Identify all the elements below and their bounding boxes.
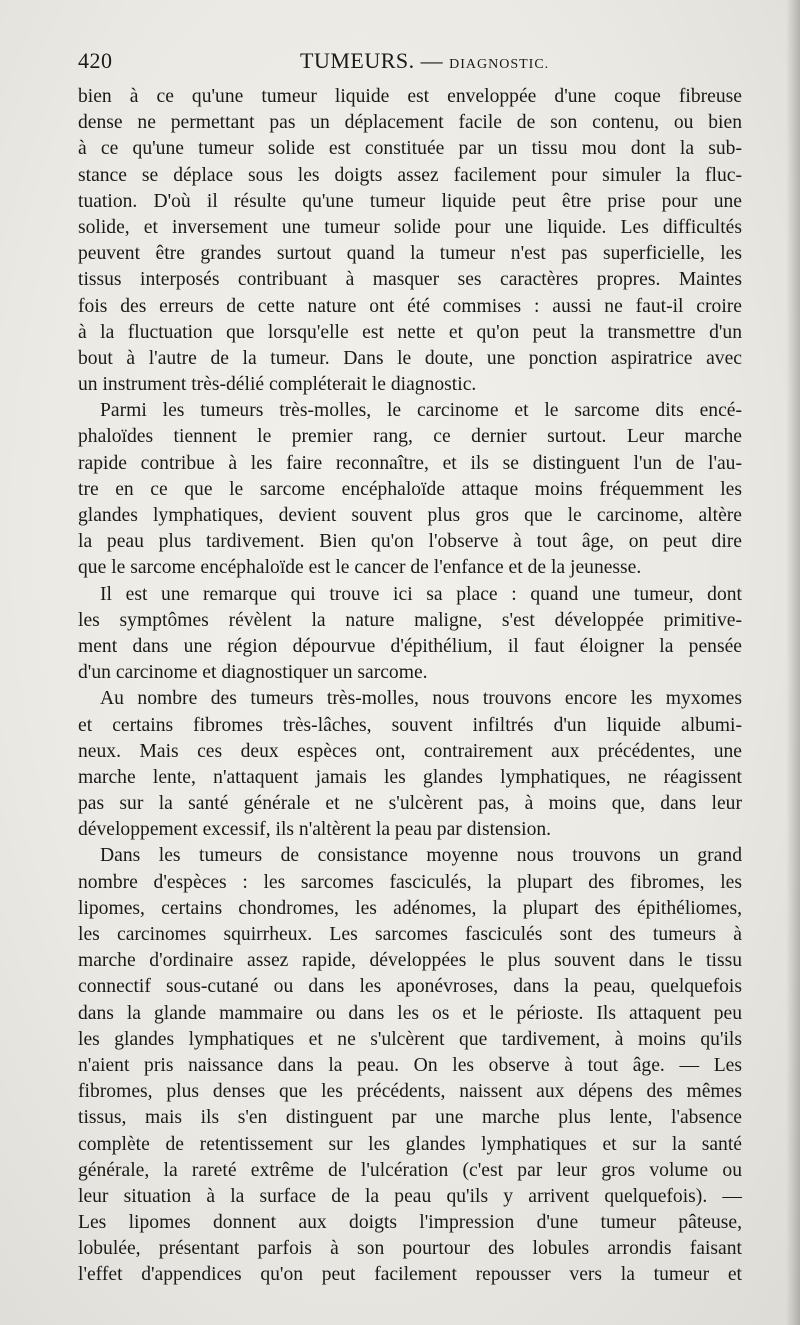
- text-line: tuation. D'où il résulte qu'une tumeur liquide peut être prise pour une: [78, 190, 742, 212]
- body-text: [78, 84, 742, 1289]
- text-line: peuvent être grandes surtout quand la tumeur n'est pas superficielle, les: [78, 243, 742, 265]
- text-line: bout à l'autre de la tumeur. Dans le doute, une ponction aspiratrice avec: [78, 347, 742, 369]
- text-line: n'aient pris naissance dans la peau. On les observe à tout âge. — Les: [78, 1054, 742, 1076]
- text-line: à ce qu'une tumeur solide est constituée par un tissu mou dont la sub-: [78, 138, 742, 160]
- text-line: connectif sous-cutané ou dans les aponévroses, dans la peau, quelquefois: [78, 976, 742, 998]
- text-line: phaloïdes tiennent le premier rang, ce dernier surtout. Leur marche: [78, 426, 742, 448]
- text-line: lobulée, présentant parfois à son pourtour des lobules arrondis faisant: [78, 1238, 742, 1260]
- page-edge-shadow: [786, 0, 800, 1325]
- text-line: neux. Mais ces deux espèces ont, contrairement aux précédentes, une: [78, 740, 742, 762]
- text-line: glandes lymphatiques, devient souvent plus gros que le carcinome, altère: [78, 505, 742, 526]
- text-line: que le sarcome encéphaloïde est le cancer de l'enfance et de la jeunesse.: [78, 557, 642, 579]
- text-line: d'un carcinome et diagnostiquer un sarcome.: [78, 662, 428, 684]
- text-line: stance se déplace sous les doigts assez facilement pour simuler la fluc-: [78, 164, 742, 186]
- text-line: les carcinomes squirrheux. Les sarcomes fasciculés sont des tumeurs à: [78, 924, 742, 945]
- text-line: et certains fibromes très-lâches, souvent infiltrés d'un liquide albumi-: [78, 714, 742, 736]
- text-line: ment dans une région dépourvue d'épithélium, il faut éloigner la pensée: [78, 635, 742, 657]
- text-line: bien à ce qu'une tumeur liquide est enveloppée d'une coque fibreuse: [78, 86, 742, 107]
- text-line: tissus, mais ils s'en distinguent par une marche plus lente, l'absence: [78, 1107, 742, 1129]
- text-line: générale, la rareté extrême de l'ulcération (c'est par leur gros volume ou: [78, 1159, 742, 1181]
- text-line: les glandes lymphatiques et ne s'ulcèrent que tardivement, à moins qu'ils: [78, 1028, 742, 1050]
- text-line: lipomes, certains chondromes, les adénomes, la plupart des épithéliomes,: [78, 897, 742, 919]
- text-line: rapide contribue à les faire reconnaître, et ils se distinguent l'un de l'au-: [78, 452, 742, 474]
- page-number: 420: [78, 48, 113, 73]
- text-line: dans la glande mammaire ou dans les os et le périoste. Ils attaquent peu: [78, 1002, 742, 1024]
- text-line: fois des erreurs de cette nature ont été commises : aussi ne faut-il croire: [78, 295, 742, 317]
- text-line: marche lente, n'attaquent jamais les glandes lymphatiques, ne réagissent: [78, 766, 742, 788]
- running-head: [300, 48, 549, 74]
- text-line: solide, et inversement une tumeur solide pour une liquide. Les difficultés: [78, 216, 742, 238]
- running-head-title: TUMEURS.: [300, 48, 415, 73]
- text-line: l'effet d'appendices qu'on peut facilement repousser vers la tumeur et: [78, 1264, 742, 1286]
- running-head-separator: —: [420, 48, 444, 73]
- text-line: Les lipomes donnent aux doigts l'impression d'une tumeur pâteuse,: [78, 1212, 742, 1234]
- text-line: tre en ce que le sarcome encéphaloïde attaque moins fréquemment les: [78, 478, 742, 500]
- text-line: nombre d'espèces : les sarcomes fasciculés, la plupart des fibromes, les: [78, 871, 742, 893]
- text-line: leur situation à la surface de la peau qu'ils y arrivent quelquefois). —: [78, 1185, 742, 1207]
- text-line: la peau plus tardivement. Bien qu'on l'observe à tout âge, on peut dire: [78, 531, 742, 553]
- text-line: dense ne permettant pas un déplacement facile de son contenu, ou bien: [78, 112, 742, 134]
- text-line: complète de retentissement sur les glandes lymphatiques et sur la santé: [78, 1133, 742, 1155]
- text-line: tissus interposés contribuant à masquer ses caractères propres. Maintes: [78, 269, 742, 291]
- text-line: Au nombre des tumeurs très-molles, nous trouvons encore les myxomes: [100, 688, 742, 710]
- page-header: [78, 48, 742, 80]
- running-head-subtitle: DIAGNOSTIC.: [449, 57, 550, 72]
- text-line: pas sur la santé générale et ne s'ulcèrent pas, à moins que, dans leur: [78, 793, 742, 815]
- text-line: Il est une remarque qui trouve ici sa place : quand une tumeur, dont: [100, 583, 742, 605]
- text-line: Dans les tumeurs de consistance moyenne nous trouvons un grand: [100, 845, 742, 867]
- text-line: les symptômes révèlent la nature maligne, s'est développée primitive-: [78, 609, 742, 631]
- text-line: Parmi les tumeurs très-molles, le carcinome et le sarcome dits encé-: [100, 400, 742, 422]
- text-line: un instrument très-délié compléterait le diagnostic.: [78, 374, 477, 396]
- text-line: développement excessif, ils n'altèrent la peau par distension.: [78, 819, 552, 841]
- text-line: à la fluctuation que lorsqu'elle est nette et qu'on peut la transmettre d'un: [78, 321, 742, 343]
- text-line: marche d'ordinaire assez rapide, développées le plus souvent dans le tissu: [78, 950, 742, 972]
- text-line: fibromes, plus denses que les précédents, naissent aux dépens des mêmes: [78, 1081, 742, 1103]
